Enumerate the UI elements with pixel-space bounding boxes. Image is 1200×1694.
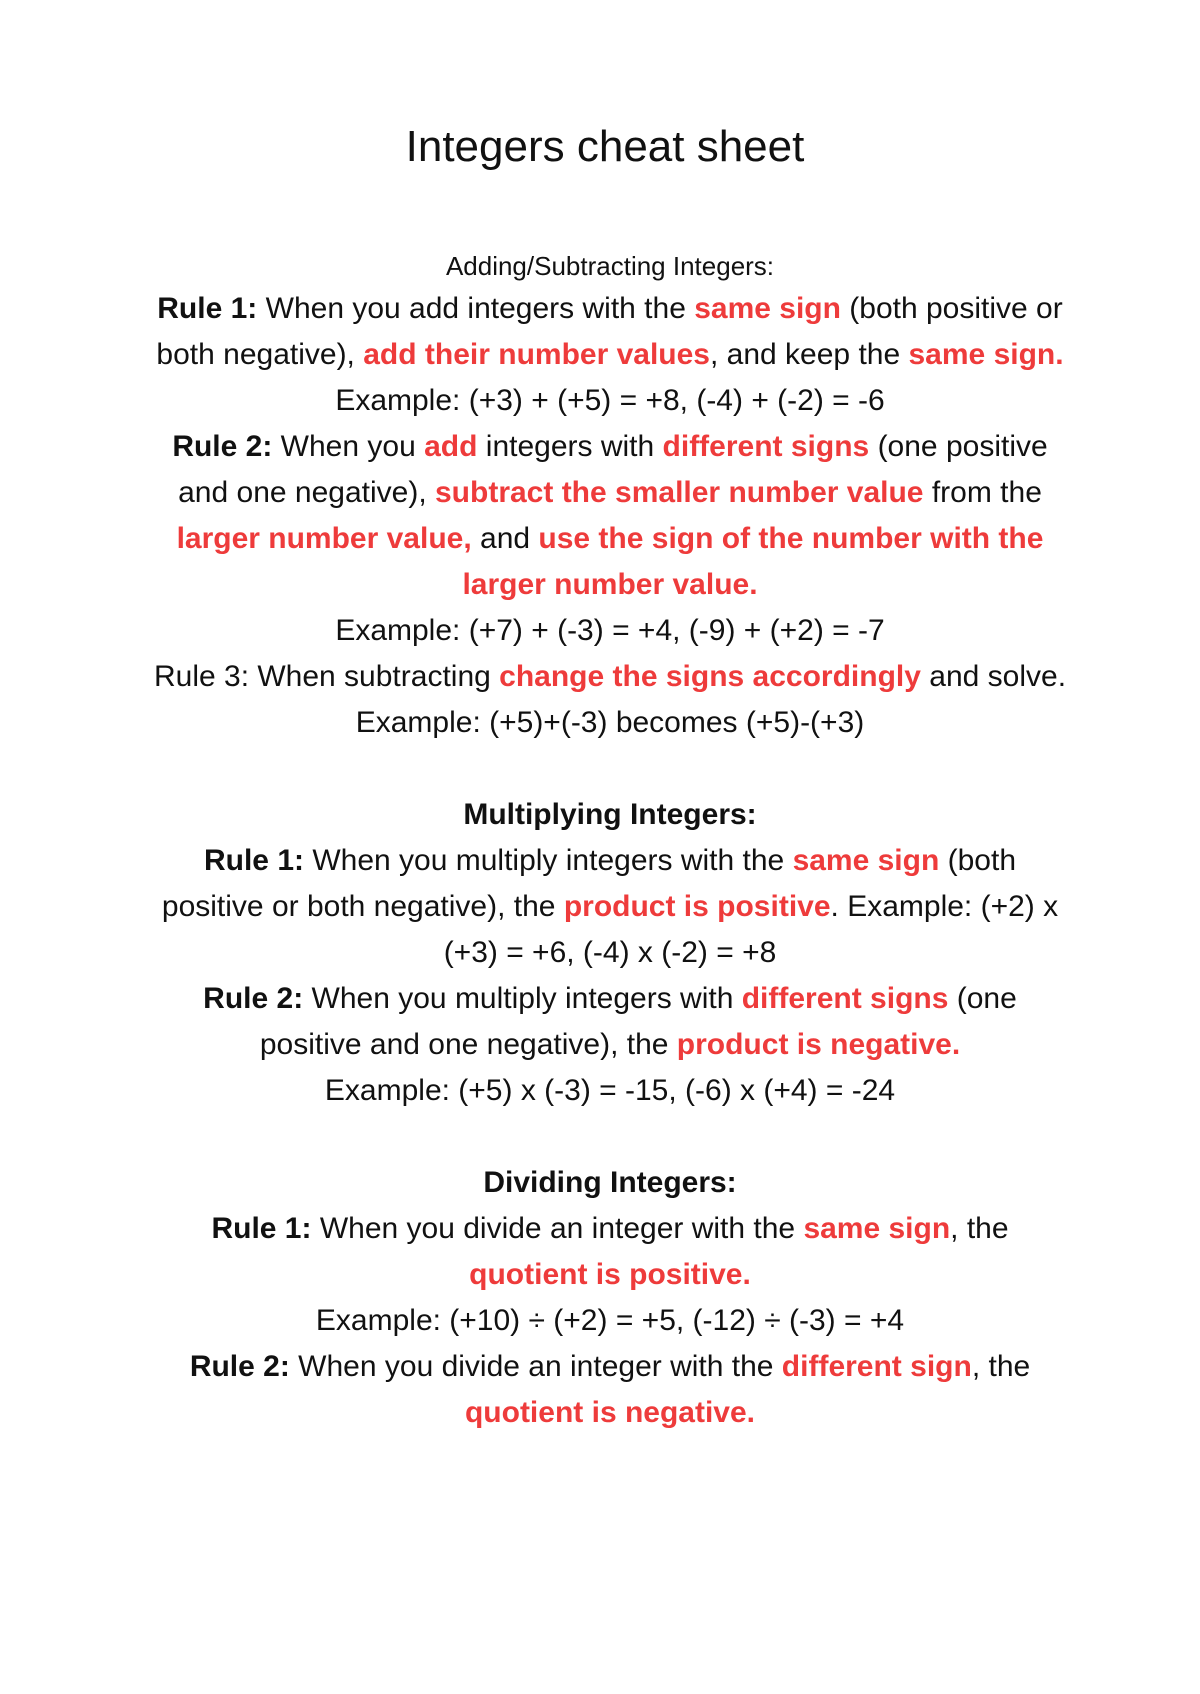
rule-highlight: change the signs accordingly [499, 660, 921, 693]
rule-text: (both positive or both negative), the [161, 844, 1017, 923]
adding-subtracting-section [150, 246, 1070, 746]
cheat-sheet-body [150, 246, 1070, 1436]
dividing-rule-1 [150, 1206, 1070, 1298]
adding-subtracting-heading: Adding/Subtracting Integers: [445, 251, 775, 281]
rule-text: When you divide an integer with the [311, 1212, 804, 1245]
rule-highlight: add [424, 430, 478, 463]
rule-highlight: different sign [781, 1350, 972, 1383]
rule-highlight: use the sign of the number with the larger number value. [462, 522, 1044, 601]
rule-text: , the [971, 1350, 1031, 1383]
rule-text: from the [923, 476, 1042, 509]
adding-example-3: Example: (+5)+(-3) becomes (+5)-(+3) [355, 706, 865, 739]
section-spacer [150, 1114, 1070, 1160]
rule-highlight: subtract the smaller number value [435, 476, 924, 509]
rule-text: (one positive and one negative), [178, 430, 1048, 509]
dividing-example: Example: (+10) ÷ (+2) = +5, (-12) ÷ (-3) = +4 [315, 1304, 905, 1337]
rule-text: and solve. [920, 660, 1067, 693]
adding-example-1: Example: (+3) + (+5) = +8, (-4) + (-2) = -6 [335, 384, 885, 417]
section-spacer [150, 746, 1070, 792]
multiplying-section [150, 792, 1070, 1114]
adding-rule-2 [150, 424, 1070, 608]
rule-text: , the [950, 1212, 1009, 1245]
rule-text: When you [272, 430, 425, 463]
rule-label: Rule 2: [189, 1350, 290, 1383]
rule-highlight: same sign [792, 844, 940, 877]
rule-label: Rule 2: [203, 982, 304, 1015]
rule-highlight: quotient is negative. [464, 1396, 756, 1429]
rule-label: Rule 1: [211, 1212, 312, 1245]
rule-text: When you multiply integers with [303, 982, 742, 1015]
rule-highlight: same sign [803, 1212, 951, 1245]
rule-highlight: same sign [694, 292, 841, 325]
dividing-section [150, 1160, 1070, 1436]
rule-highlight: product is negative. [676, 1028, 961, 1061]
rule-text: When you add integers with the [257, 292, 695, 325]
adding-example-2: Example: (+7) + (-3) = +4, (-9) + (+2) = -7 [335, 614, 885, 647]
adding-rule-3 [150, 654, 1070, 700]
page-title: Integers cheat sheet [405, 122, 805, 171]
rule-highlight: product is positive [563, 890, 831, 923]
dividing-rule-2 [150, 1344, 1070, 1436]
rule-label: Rule 1: [203, 844, 304, 877]
dividing-heading: Dividing Integers: [483, 1166, 737, 1199]
rule-text: integers with [477, 430, 663, 463]
rule-text: . Example: (+2) x (+3) = +6, (-4) x (-2) = +8 [443, 890, 1059, 969]
rule-highlight: quotient is positive. [469, 1258, 751, 1291]
multiplying-rule-2 [150, 976, 1070, 1068]
rule-highlight: same sign. [908, 338, 1064, 371]
rule-text: (one positive and one negative), the [259, 982, 1017, 1061]
rule-highlight: larger number value, [176, 522, 472, 555]
multiplying-rule-1 [150, 838, 1070, 976]
multiplying-example: Example: (+5) x (-3) = -15, (-6) x (+4) = -24 [324, 1074, 896, 1107]
rule-text: Rule 3: When subtracting [153, 660, 500, 693]
rule-highlight: different signs [662, 430, 870, 463]
rule-label: Rule 1: [157, 292, 258, 325]
multiplying-heading: Multiplying Integers: [463, 798, 757, 831]
rule-highlight: different signs [741, 982, 949, 1015]
rule-text: , and keep the [710, 338, 909, 371]
rule-text: When you divide an integer with the [289, 1350, 782, 1383]
rule-text: When you multiply integers with the [304, 844, 793, 877]
rule-text: (both positive or both negative), [156, 292, 1063, 371]
rule-text: and [471, 522, 539, 555]
rule-label: Rule 2: [172, 430, 273, 463]
rule-highlight: add their number values [363, 338, 710, 371]
adding-rule-1 [150, 286, 1070, 378]
